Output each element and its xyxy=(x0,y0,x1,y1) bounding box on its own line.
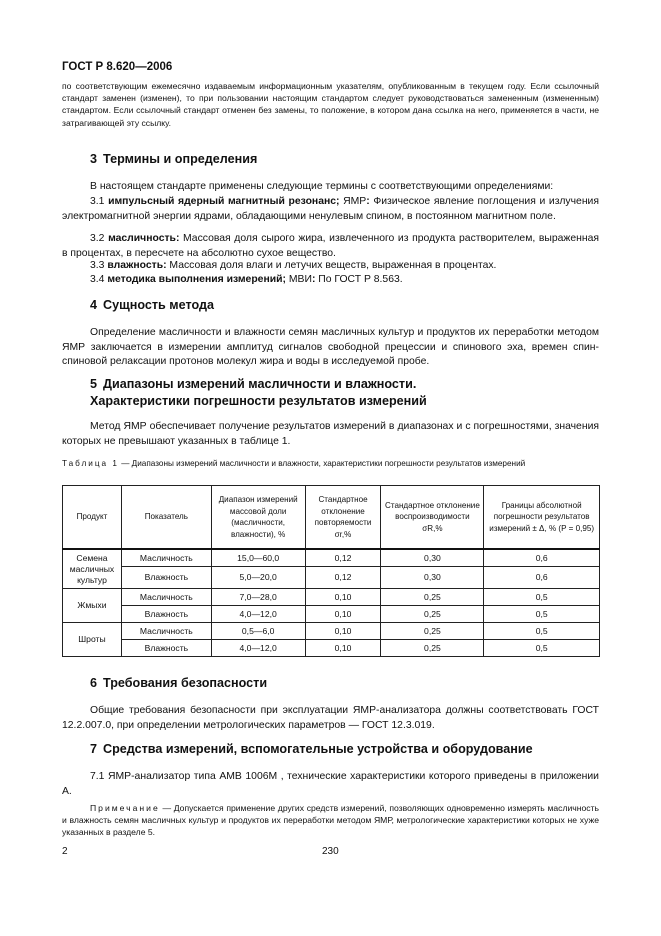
term-colon: : xyxy=(366,196,370,207)
cell-reproducibility: 0,25 xyxy=(381,623,484,640)
section-number: 3 xyxy=(90,152,98,166)
term-number: 3.1 xyxy=(90,196,105,207)
section-title-line1: Диапазоны измерений масличности и влажности. xyxy=(103,377,417,391)
term-abbr: ЯМР xyxy=(339,196,367,207)
cell-indicator: Влажность xyxy=(121,567,211,589)
col-header-repeatability: Стандартное отклонение повторяемости σr,% xyxy=(305,486,381,550)
table-caption-label: Таблица 1 xyxy=(62,459,119,468)
term-number: 3.3 xyxy=(90,260,105,271)
table-header-row xyxy=(63,486,600,550)
cell-reproducibility: 0,30 xyxy=(381,549,484,567)
term-definition: Массовая доля влаги и летучих веществ, выраженная в процентах. xyxy=(166,260,497,271)
page-footer-number: 230 xyxy=(322,846,339,857)
col-header-reproducibility: Стандартное отклонение воспроизводимости σR,% xyxy=(381,486,484,550)
col-header-product: Продукт xyxy=(63,486,122,550)
term-item xyxy=(62,232,599,261)
cell-error-limit: 0,5 xyxy=(484,606,600,623)
cell-indicator: Влажность xyxy=(121,640,211,657)
section-3-heading xyxy=(90,152,257,167)
cell-repeatability: 0,10 xyxy=(305,606,381,623)
cell-error-limit: 0,6 xyxy=(484,549,600,567)
cell-indicator: Масличность xyxy=(121,589,211,606)
table-row xyxy=(63,589,600,606)
cell-error-limit: 0,5 xyxy=(484,589,600,606)
cell-repeatability: 0,10 xyxy=(305,640,381,657)
intro-paragraph: по соответствующим ежемесячно издаваемым информационным указателям, опубликованным в текущем году. Если ссылочный стандарт заменен (изменен), то при пользовании настоящим стандартом следует руководствоваться замененным (измененным) стандартом. Если ссылочный стандарт отменен без замены, то положение, в котором дана ссылка на него, применяется в части, не затрагивающей эту ссылку. xyxy=(62,81,599,128)
section-title: Требования безопасности xyxy=(103,676,268,690)
col-header-error-limits: Границы абсолютной погрешности результатов измерений ± Δ, % (P = 0,95) xyxy=(484,486,600,550)
cell-indicator: Влажность xyxy=(121,606,211,623)
term-abbr: МВИ xyxy=(285,274,312,285)
section-number: 6 xyxy=(90,676,98,690)
section-title: Сущность метода xyxy=(103,298,214,312)
cell-repeatability: 0,12 xyxy=(305,567,381,589)
table-caption-text: — Диапазоны измерений масличности и влажности, характеристики погрешности результатов измерений xyxy=(118,459,526,468)
section-title: Термины и определения xyxy=(103,152,258,166)
cell-product: Семена масличных культур xyxy=(63,549,122,589)
section-7-note xyxy=(62,802,599,839)
cell-range: 0,5—6,0 xyxy=(211,623,305,640)
term-title: импульсный ядерный магнитный резонанс; xyxy=(108,196,340,207)
table-row xyxy=(63,640,600,657)
section-5-subheading xyxy=(90,394,427,409)
cell-repeatability: 0,10 xyxy=(305,623,381,640)
table-row xyxy=(63,549,600,567)
cell-error-limit: 0,6 xyxy=(484,567,600,589)
term-title: методика выполнения измерений; xyxy=(107,274,286,285)
cell-reproducibility: 0,30 xyxy=(381,567,484,589)
cell-product: Шроты xyxy=(63,623,122,657)
cell-range: 4,0—12,0 xyxy=(211,640,305,657)
term-definition: Физическое явление поглощения и излучения электромагнитной энергии ядрами, обладающими ненулевым спином, в постоянном магнитном поле. xyxy=(62,196,599,222)
section-5-heading xyxy=(90,377,416,392)
table-row xyxy=(63,623,600,640)
col-header-indicator: Показатель xyxy=(121,486,211,550)
section-4-paragraph: Определение масличности и влажности семян масличных культур и продуктов их переработки методом ЯМР заключается в измерении амплитуд сигналов свободной прецессии и спинового эха, времен спин-спиновой релаксации протонов молекул жира и воды в исследуемой пробе. xyxy=(62,327,599,368)
term-title: влажность: xyxy=(107,260,167,271)
section-6-heading xyxy=(90,676,267,691)
section-7-item: 7.1 ЯМР-анализатор типа АМВ 1006М , технические характеристики которого приведены в приложении А. xyxy=(62,771,599,797)
col-header-range: Диапазон измерений массовой доли (масличности, влажности), % xyxy=(211,486,305,550)
term-definition: Массовая доля сырого жира, извлеченного из продукта растворителем, выраженная в процентах, в пересчете на абсолютно сухое вещество. xyxy=(62,233,600,259)
table-row xyxy=(63,567,600,589)
section-number: 5 xyxy=(90,377,98,391)
page-number: 2 xyxy=(62,846,68,857)
cell-range: 5,0—20,0 xyxy=(211,567,305,589)
term-definition: По ГОСТ Р 8.563. xyxy=(315,274,403,285)
term-item xyxy=(62,259,599,274)
document-header: ГОСТ Р 8.620—2006 xyxy=(62,61,173,73)
measurement-ranges-table xyxy=(62,485,600,657)
section-4-heading xyxy=(90,298,214,313)
table-row xyxy=(63,606,600,623)
section-title-line2: Характеристики погрешности результатов измерений xyxy=(90,394,427,408)
cell-range: 4,0—12,0 xyxy=(211,606,305,623)
term-item xyxy=(62,273,599,288)
cell-reproducibility: 0,25 xyxy=(381,589,484,606)
cell-error-limit: 0,5 xyxy=(484,623,600,640)
section-5-paragraph: Метод ЯМР обеспечивает получение результатов измерений в диапазонах и с погрешностями, значения которых не превышают указанных в таблице 1. xyxy=(62,421,599,447)
cell-indicator: Масличность xyxy=(121,549,211,567)
cell-reproducibility: 0,25 xyxy=(381,606,484,623)
section-7-heading xyxy=(90,742,533,757)
term-title: масличность: xyxy=(108,233,180,244)
cell-range: 15,0—60,0 xyxy=(211,549,305,567)
section-3-lead: В настоящем стандарте применены следующие термины с соответствующими определениями: xyxy=(90,181,554,192)
table-caption xyxy=(62,458,599,470)
section-title: Средства измерений, вспомогательные устройства и оборудование xyxy=(103,742,533,756)
term-colon: : xyxy=(311,274,316,285)
cell-repeatability: 0,10 xyxy=(305,589,381,606)
term-item xyxy=(62,195,599,224)
section-number: 7 xyxy=(90,742,98,756)
cell-product: Жмыхи xyxy=(63,589,122,623)
cell-range: 7,0—28,0 xyxy=(211,589,305,606)
cell-repeatability: 0,12 xyxy=(305,549,381,567)
cell-error-limit: 0,5 xyxy=(484,640,600,657)
note-label: Примечание xyxy=(90,803,160,813)
term-number: 3.4 xyxy=(90,274,105,285)
section-6-paragraph: Общие требования безопасности при эксплуатации ЯМР-анализатора должны соответствовать ГОСТ 12.2.007.0, при определении метрологических параметров — ГОСТ 12.3.019. xyxy=(62,705,599,731)
term-number: 3.2 xyxy=(90,233,105,244)
section-number: 4 xyxy=(90,298,98,312)
cell-indicator: Масличность xyxy=(121,623,211,640)
note-text: — Допускается применение других средств измерений, позволяющих одновременно измерять масличность и влажность семян масличных культур и продуктов их переработки методом ЯМР, метрологические характеристики которых не хуже указанных в разделе 5. xyxy=(62,803,599,838)
cell-reproducibility: 0,25 xyxy=(381,640,484,657)
